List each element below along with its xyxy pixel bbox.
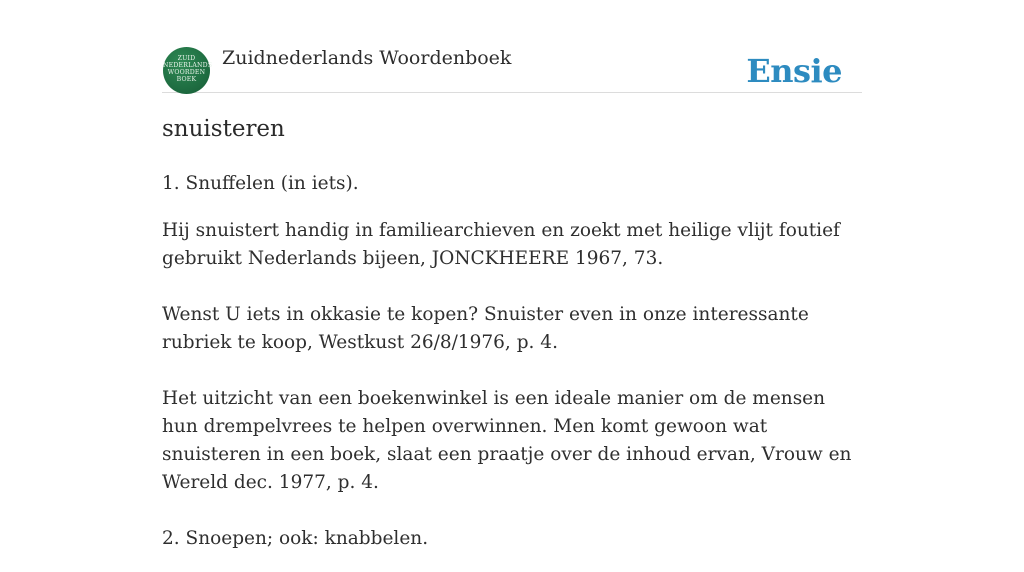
dictionary-title[interactable]: Zuidnederlands Woordenboek (222, 47, 512, 69)
logo-text-line: BOEK (176, 76, 197, 83)
logo-text-line: NEDERLANDS (163, 62, 213, 69)
entry-headword: snuisteren (162, 116, 285, 142)
sense-definition: 2. Snoepen; ook: knabbelen. (162, 528, 429, 549)
entry-body (162, 170, 862, 572)
site-header (162, 44, 862, 93)
dictionary-logo[interactable] (163, 47, 213, 94)
example-quote: Wenst U iets in okkasie te kopen? Snuister even in onze interessante rubriek te koop, Westkust 26/8/1976, p. 4. (162, 304, 809, 353)
ensie-brand-logo[interactable]: Ensie (746, 52, 842, 90)
example-quote: Hij snuistert handig in familiearchieven en zoekt met heilige vlijt foutief gebruikt Nederlands bijeen, JONCKHEERE 1967, 73. (162, 220, 840, 269)
logo-text-line: ZUID (177, 55, 196, 62)
logo-text-line: WOORDEN (167, 69, 206, 76)
sense-definition: 1. Snuffelen (in iets). (162, 173, 359, 194)
example-quote: Het uitzicht van een boekenwinkel is een ideale manier om de mensen hun drempelvrees te helpen overwinnen. Men komt gewoon wat snuisteren in een boek, slaat een praatje over de inhoud ervan, Vrouw en Wereld dec. 1977, p. 4. (162, 388, 852, 493)
